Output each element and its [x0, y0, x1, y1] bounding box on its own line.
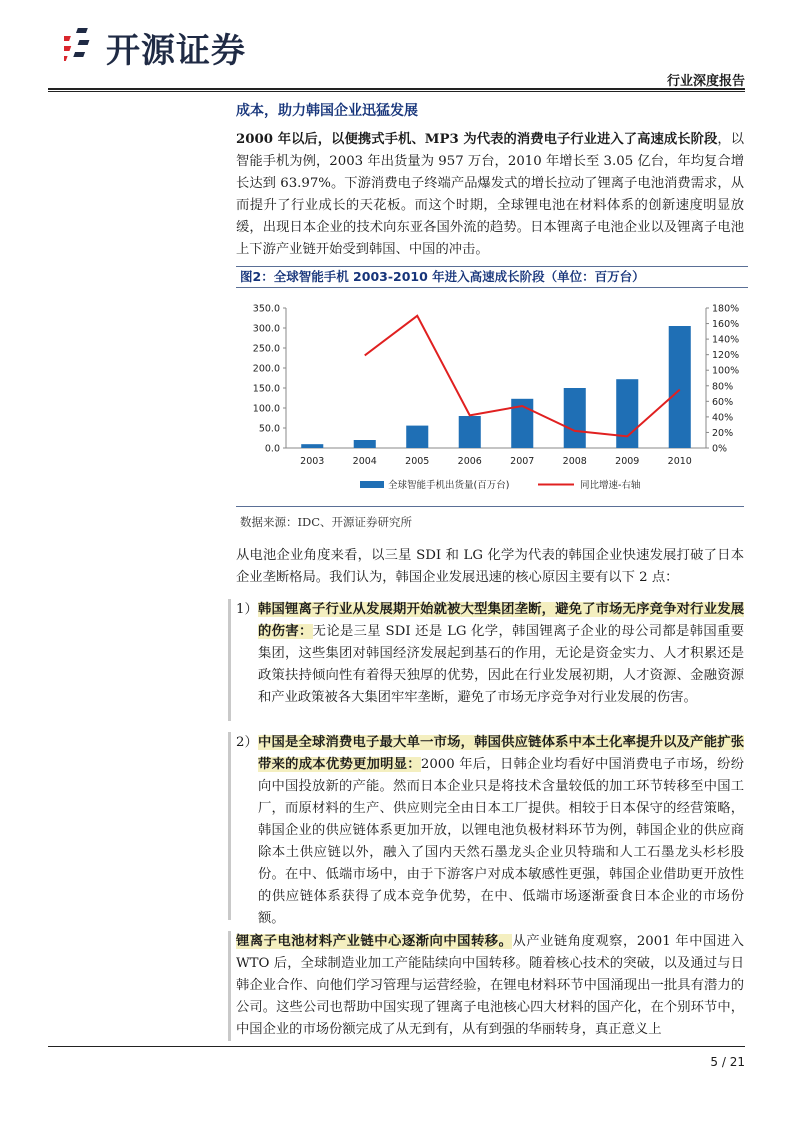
right-axis-tick-label: 0% [712, 443, 728, 455]
reason-item-2 [236, 732, 744, 926]
reason-item-1 [236, 599, 744, 724]
left-axis-tick-label: 250.0 [252, 343, 280, 355]
paragraph-reasons-intro: 从电池企业角度来看，以三星 SDI 和 LG 化学为代表的韩国企业快速发展打破了日本企业垄断格局。我们认为，韩国企业发展迅速的核心原因主要有以下 2 点： [236, 548, 744, 585]
reason-item-2-side-bar [228, 732, 231, 920]
right-axis-tick-label: 180% [712, 303, 740, 315]
legend-bar-swatch [360, 481, 384, 488]
bar-2006 [459, 416, 481, 448]
legend-line-label: 同比增速-右轴 [580, 480, 641, 491]
right-axis-tick-label: 80% [712, 381, 734, 393]
left-axis-tick-label: 300.0 [252, 323, 280, 335]
right-axis-tick-label: 60% [712, 396, 734, 408]
x-axis-tick-label: 2007 [510, 456, 535, 467]
section-title: 成本，助力韩国企业迅猛发展 [236, 103, 418, 119]
x-axis-tick-label: 2004 [352, 456, 377, 467]
left-axis-tick-label: 100.0 [252, 403, 280, 415]
paragraph-supply-chain-body: 从产业链角度观察，2001 年中国进入 WTO 后，全球制造业加工产能陆续向中国转移。随着核心技术的突破，以及通过与日韩企业合作、向他们学习管理与运营经验，在锂电材料环节中国涌现出一批具有潜力的公司。这些公司也帮助中国实现了锂离子电池核心四大材料的国产化，在个别环节中，中国企业的市场份额完成了从无到有，从有到强的华丽转身，真正意义上 [236, 934, 745, 1037]
bar-2008 [564, 388, 586, 448]
reason-item-2-body: 2000 年后，日韩企业均看好中国消费电子市场，纷纷向中国投放新的产能。然而日本企业只是将技术含量较低的加工环节转移至中国工厂，而原材料的生产、供应则完全由日本工厂提供。相较于日本保守的经营策略，韩国企业的供应链体系更加开放，以锂电池负极材料环节为例，韩国企业的供应商除本土供应链以外，融入了国内天然石墨龙头企业贝特瑞和人工石墨龙头杉杉股份。在中、低端市场中，由于下游客户对成本敏感性更强，韩国企业借助更开放性的供应链体系获得了成本竞争优势，在中、低端市场逐渐蚕食日本企业的市场份额。 [258, 757, 744, 926]
right-axis-tick-label: 120% [712, 350, 740, 362]
x-axis-tick-label: 2006 [457, 456, 482, 467]
paragraph-supply-chain-lead: 锂离子电池材料产业链中心逐渐向中国转移。 [236, 934, 513, 949]
figure-bottom-divider [236, 506, 744, 507]
page-number: 5 / 21 [710, 1055, 745, 1069]
right-axis-tick-label: 140% [712, 334, 740, 346]
reason-item-1-lead: 韩国锂离子行业从发展期开始就被大型集团垄断，避免了市场无序竞争对行业发展的伤害： [258, 602, 744, 639]
reason-item-1-side-bar [228, 599, 231, 721]
header-divider-thin [48, 91, 745, 92]
left-axis-tick-label: 350.0 [252, 303, 280, 315]
footer-divider [48, 1046, 745, 1047]
right-axis-tick-label: 160% [712, 319, 740, 331]
smartphone-shipments-chart [236, 292, 744, 504]
right-axis-tick-label: 20% [712, 427, 734, 439]
legend-bar-label: 全球智能手机出货量(百万台) [388, 480, 510, 491]
left-axis-tick-label: 50.0 [258, 423, 280, 435]
paragraph-intro-lead: 2000 年以后，以便携式手机、MP3 为代表的消费电子行业进入了高速成长阶段 [236, 132, 718, 147]
paragraph-intro [236, 129, 744, 261]
reason-item-2-number: 2） [236, 735, 258, 750]
bar-2004 [354, 440, 376, 448]
reason-item-1-text [258, 599, 744, 709]
bar-2003 [301, 444, 323, 448]
report-type-label: 行业深度报告 [666, 74, 745, 89]
x-axis-tick-label: 2008 [562, 456, 587, 467]
right-axis-tick-label: 100% [712, 365, 740, 377]
figure-source: 数据来源：IDC、开源证券研究所 [240, 515, 413, 529]
left-axis-tick-label: 150.0 [252, 383, 280, 395]
paragraph-supply-chain-side-bar [228, 931, 231, 1041]
bar-2010 [669, 326, 691, 448]
reason-item-2-text [258, 732, 744, 930]
figure-title: 图2：全球智能手机 2003-2010 年进入高速成长阶段（单位：百万台） [236, 266, 748, 288]
reason-item-2-lead: 中国是全球消费电子最大单一市场，韩国供应链体系中本土化率提升以及产能扩张带来的成本优势更加明显： [258, 735, 744, 772]
bar-2005 [406, 426, 428, 448]
header-divider [48, 88, 745, 90]
x-axis-tick-label: 2009 [615, 456, 640, 467]
right-axis-tick-label: 40% [712, 412, 734, 424]
company-name: 开源证券 [106, 31, 246, 71]
x-axis-tick-label: 2003 [300, 456, 325, 467]
x-axis-tick-label: 2005 [405, 456, 430, 467]
paragraph-supply-chain [236, 931, 744, 1041]
reason-item-1-number: 1） [236, 602, 258, 617]
x-axis-tick-label: 2010 [667, 456, 692, 467]
paragraph-intro-body: ，以智能手机为例，2003 年出货量为 957 万台，2010 年增长至 3.05 亿台，年均复合增长达到 63.97%。下游消费电子终端产品爆发式的增长拉动了锂离子电池消费需求，从而提升了行业成长的天花板。而这个时期，全球锂电池在材料体系的创新速度明显放缓，出现日本企业的技术向东亚各国外流的趋势。日本锂离子电池企业以及锂离子电池上下游产业链开始受到韩国、中国的冲击。 [236, 132, 744, 257]
left-axis-tick-label: 200.0 [252, 363, 280, 375]
reason-item-1-body: 无论是三星 SDI 还是 LG 化学，韩国锂离子企业的母公司都是韩国重要集团，这些集团对韩国经济发展起到基石的作用，无论是资金实力、人才积累还是政策扶持倾向性有着得天独厚的优势，因此在行业发展初期，人才资源、金融资源和产业政策被各大集团牢牢垄断，避免了市场无序竞争对行业发展的伤害。 [258, 624, 744, 705]
left-axis-tick-label: 0.0 [264, 443, 280, 455]
bar-2009 [616, 379, 638, 448]
